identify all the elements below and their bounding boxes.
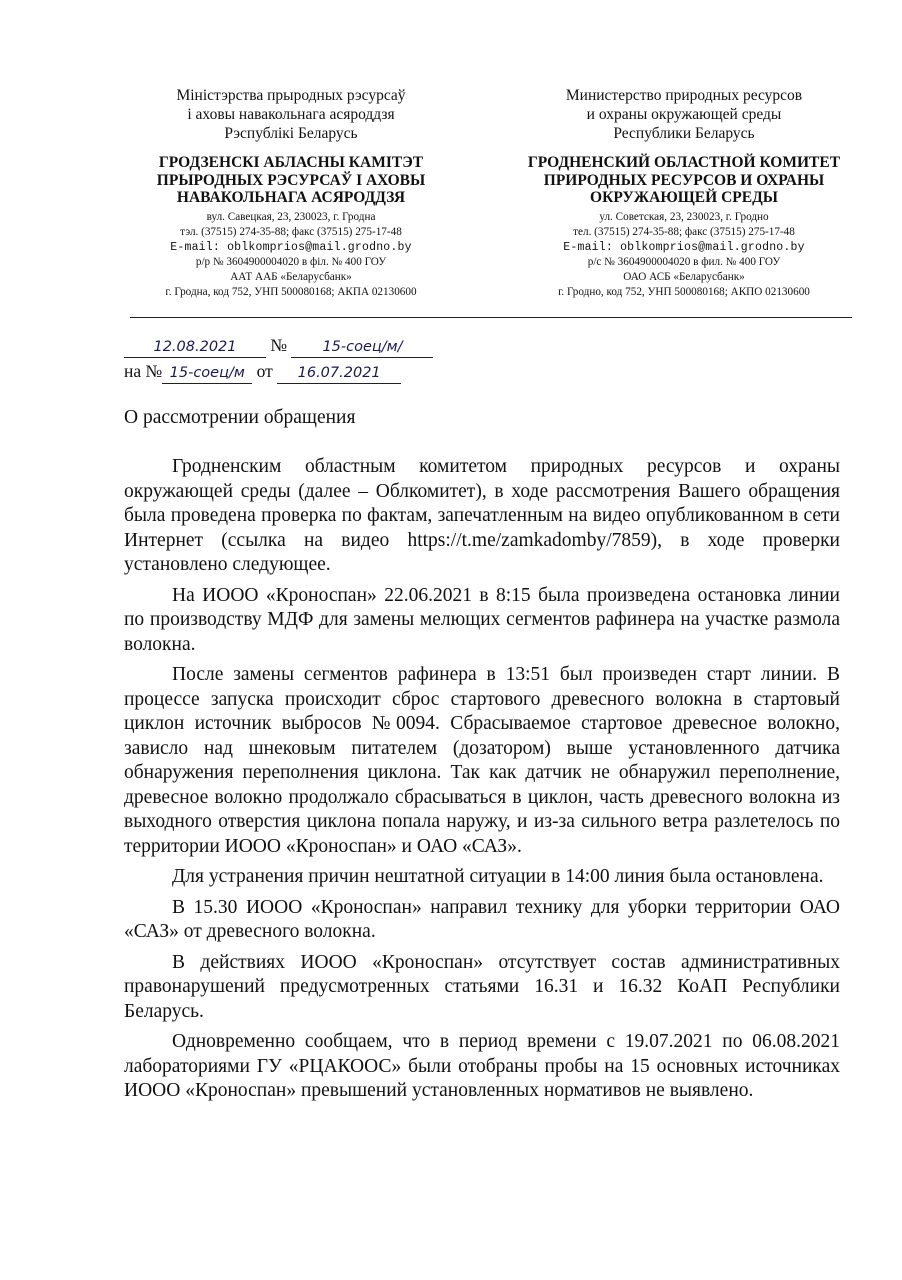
body-paragraph: Гродненским областным комитетом природных ресурсов и охраны окружающей среды (далее – Облкомитет), в ходе рассмотрения Вашего обращения была проведена проверка по фактам, запечатленным на видео опубликованном в сети Интернет (ссылка на видео https://t.me/zamkadomby/7859), в ходе проверки установлено следующее. [124, 456, 840, 575]
bank-name: ААТ ААБ «Беларусбанк» [230, 270, 352, 283]
committee-name-ru: ГРОДНЕНСКИЙ ОБЛАСТНОЙ КОМИТЕТ ПРИРОДНЫХ РЕСУРСОВ И ОХРАНЫ ОКРУЖАЮЩЕЙ СРЕДЫ [527, 154, 841, 206]
contact-details-ru [500, 210, 868, 300]
committee-name-by: ГРОДЗЕНСКІ АБЛАСНЫ КАМІТЭТ ПРЫРОДНЫХ РЭСУРСАЎ І АХОВЫ НАВАКОЛЬНАГА АСЯРОДДЗЯ [156, 154, 426, 206]
body-paragraph: Одновременно сообщаем, что в период времени с 19.07.2021 по 06.08.2021 лабораториями ГУ «РЦАКООС» были отобраны пробы на 15 основных источниках ИООО «Кроноспан» превышений установленных нормативов не выявлено. [124, 1031, 840, 1101]
handwritten-reply-number: 15-соец/м [162, 363, 252, 384]
city-codes: г. Гродно, код 752, УНП 500080168; АКПО 02130600 [558, 285, 810, 298]
body-paragraph: В 15.30 ИООО «Кроноспан» направил технику для уборки территории ОАО «САЗ» от древесного волокна. [124, 896, 840, 942]
ministry-name-by: Міністэрства прыродных рэсурсаў і аховы навакольнага асяроддзя Рэспублікі Беларусь [176, 87, 406, 142]
handwritten-number: 15-соец/м/ [291, 337, 433, 358]
email: E-mail: oblkomprios@mail.grodno.by [170, 240, 412, 254]
city-codes: г. Гродна, код 752, УНП 500080168; АКПА 02130600 [165, 285, 417, 298]
body-paragraph: Для устранения причин нештатной ситуации в 14:00 линия была остановлена. [172, 866, 824, 887]
address: вул. Савецкая, 23, 230023, г. Гродна [206, 210, 376, 223]
body-paragraph: В действиях ИООО «Кроноспан» отсутствует состав административных правонарушений предусмотренных статьями 16.31 и 16.32 КоАП Республики Беларусь. [124, 951, 840, 1022]
handwritten-date: 12.08.2021 [124, 337, 266, 358]
handwritten-reply-date: 16.07.2021 [277, 363, 401, 384]
number-label: № [270, 335, 288, 355]
from-label: от [256, 361, 273, 381]
phone: тел. (37515) 274-35-88; факс (37515) 275-17-48 [573, 225, 795, 238]
ministry-name-ru: Министерство природных ресурсов и охраны окружающей среды Республики Беларусь [565, 87, 803, 142]
phone: тэл. (37515) 274-35-88; факс (37515) 275-17-48 [180, 225, 402, 238]
header-divider [130, 317, 852, 318]
bank-name: ОАО АСБ «Беларусбанк» [623, 270, 745, 283]
letterhead-belarusian [106, 86, 476, 300]
bank-account: р/р № 3604900004020 в філ. № 400 ГОУ [195, 255, 387, 268]
reply-reference-line [124, 361, 401, 384]
body-paragraph: На ИООО «Кроноспан» 22.06.2021 в 8:15 была произведена остановка линии по производству МДФ для замены мелющих сегментов рафинера на участке размола волокна. [124, 584, 840, 655]
reply-label: на № [124, 361, 163, 381]
address: ул. Советская, 23, 230023, г. Гродно [599, 210, 769, 223]
registration-line [124, 335, 433, 358]
bank-account: р/с № 3604900004020 в фил. № 400 ГОУ [587, 255, 781, 268]
body-paragraph: После замены сегментов рафинера в 13:51 был произведен старт линии. В процессе запуска происходит сброс стартового древесного волокна в стартовый циклон источник выбросов №0094. Сбрасываемое стартовое древесное волокно, зависло над шнековым питателем (дозатором) выше установленного датчика обнаружения переполнения циклона. Так как датчик не обнаружил переполнение, древесное волокно продолжало сбрасываться в циклон, часть древесного волокна из выходного отверстия циклона попала наружу, и из-за сильного ветра разлетелось по территории ИООО «Кроноспан» и ОАО «САЗ». [124, 664, 840, 857]
letter-body [124, 455, 840, 1110]
email: E-mail: oblkomprios@mail.grodno.by [563, 240, 805, 254]
contact-details-by [106, 210, 476, 300]
letterhead-russian [500, 86, 868, 300]
letter-subject: О рассмотрении обращения [124, 407, 356, 428]
